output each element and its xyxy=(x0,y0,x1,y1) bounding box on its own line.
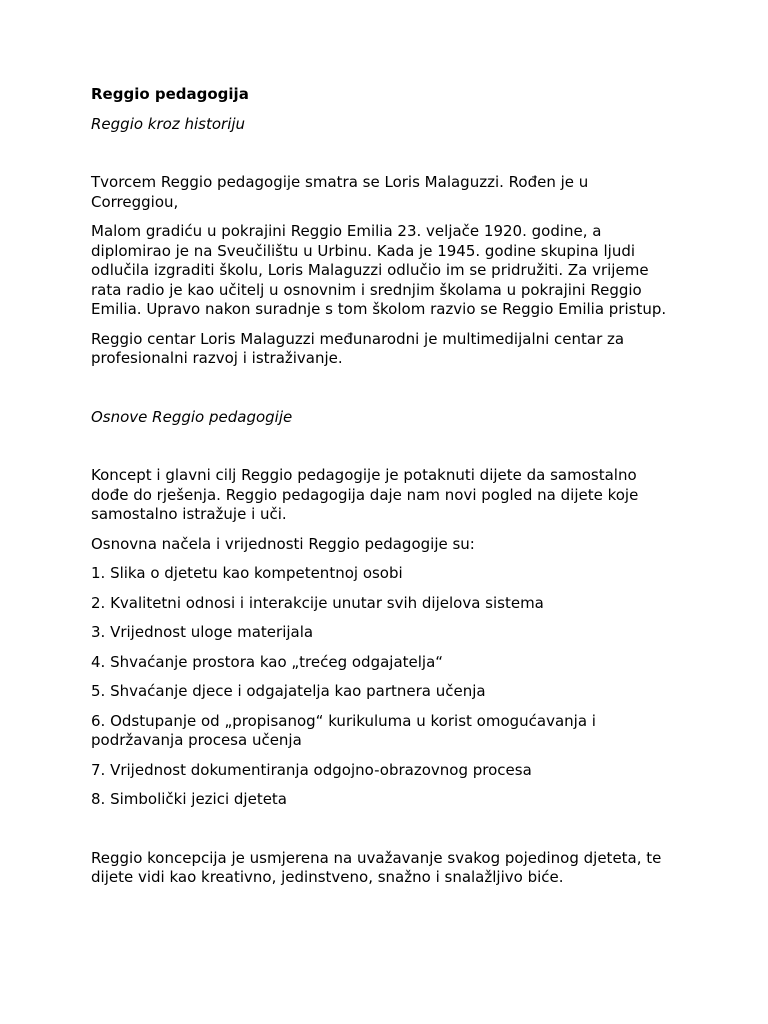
list-item: 8. Simbolički jezici djeteta xyxy=(91,790,288,808)
paragraph: Koncept i glavni cilj Reggio pedagogije je potaknuti dijete da samostalno dođe do rješenja. Reggio pedagogija daje nam novi pogled na dijete koje samostalno istražuje i uči. xyxy=(91,466,639,523)
paragraph: Tvorcem Reggio pedagogije smatra se Loris Malaguzzi. Rođen je u Correggiou, xyxy=(91,173,589,211)
paragraph: Reggio centar Loris Malaguzzi međunarodni je multimedijalni centar za profesionalni razvoj i istraživanje. xyxy=(91,329,625,367)
list-item: 3. Vrijednost uloge materijala xyxy=(91,623,314,641)
list-item: 2. Kvalitetni odnosi i interakcije unutar svih dijelova sistema xyxy=(91,593,544,612)
list-item: 5. Shvaćanje djece i odgajatelja kao partnera učenja xyxy=(91,682,486,700)
list-item: 7. Vrijednost dokumentiranja odgojno-obrazovnog procesa xyxy=(91,760,532,779)
document-title: Reggio pedagogija xyxy=(91,85,249,103)
list-item: 1. Slika o djetetu kao kompetentnoj osobi xyxy=(91,564,403,582)
principles-intro: Osnovna načela i vrijednosti Reggio pedagogije su: xyxy=(91,534,475,553)
paragraph: Malom gradiću u pokrajini Reggio Emilia 23. veljače 1920. godine, a diplomirao je na Sveučilištu u Urbinu. Kada je 1945. godine skupina ljudi odlučila izgraditi školu, Loris Malaguzzi odlučio im se pridružiti. Za vrijeme rata radio je kao učitelj u osnovnim i srednjim školama u pokrajini Reggio Emilia. Upravo nakon suradnje s tom školom razvio se Reggio Emilia pristup. xyxy=(91,222,667,318)
document-content xyxy=(91,85,676,888)
list-item: 6. Odstupanje od „propisanog“ kurikuluma u korist omogućavanja i podržavanja procesa učenja xyxy=(91,711,596,749)
list-item: 4. Shvaćanje prostora kao „trećeg odgajatelja“ xyxy=(91,652,444,671)
section-heading-history: Reggio kroz historiju xyxy=(91,114,246,133)
section-heading-basics: Osnove Reggio pedagogije xyxy=(91,407,293,426)
conclusion-paragraph: Reggio koncepcija je usmjerena na uvažavanje svakog pojedinog djeteta, te dijete vidi kao kreativno, jedinstveno, snažno i snalažljivo biće. xyxy=(91,848,662,886)
